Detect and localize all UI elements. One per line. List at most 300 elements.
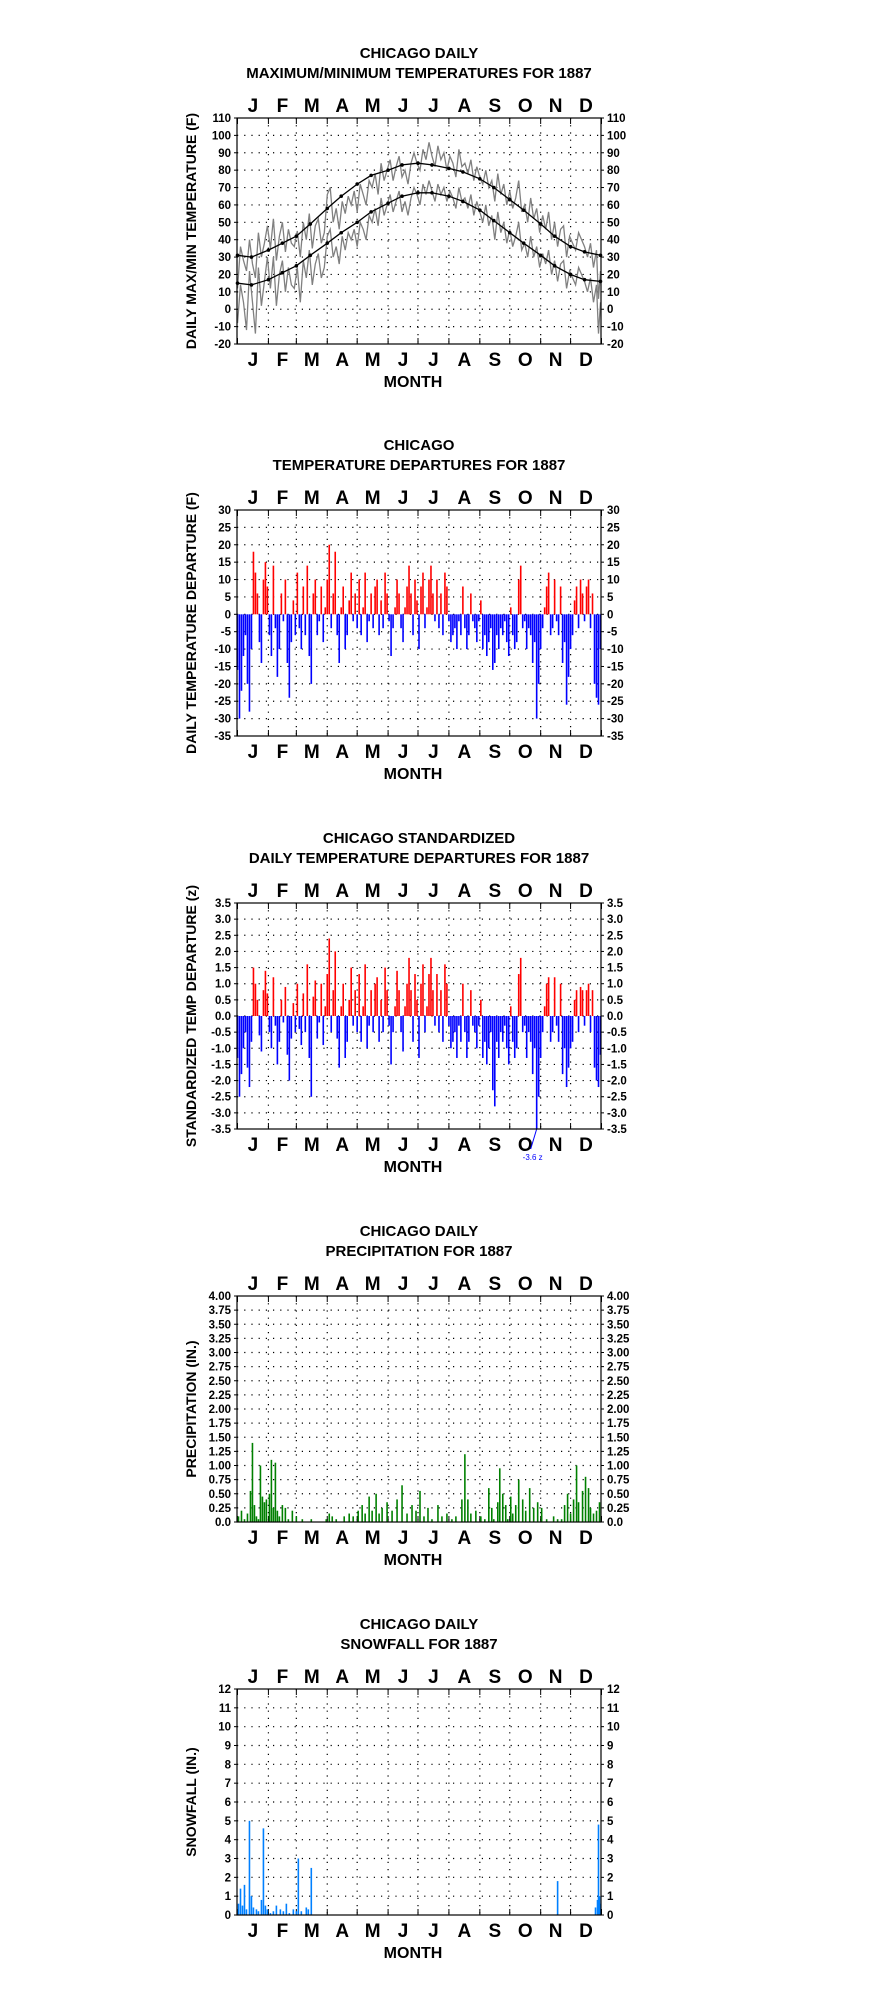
y-tick-label-right: 70 [607, 182, 620, 195]
month-label-top: O [517, 488, 533, 509]
y-tick-label-right: -5 [607, 626, 618, 639]
y-tick-label-left: 1.75 [208, 1418, 231, 1431]
y-tick-label-right: 20 [607, 539, 620, 552]
y-tick-label-left: 100 [211, 130, 231, 143]
normal-marker [250, 255, 254, 259]
month-label-top: M [364, 96, 381, 117]
x-axis-label: MONTH [383, 766, 443, 783]
normal-marker [447, 167, 451, 171]
month-label-top: M [303, 1667, 320, 1688]
y-tick-label-left: 4.00 [208, 1291, 231, 1303]
month-label-top: M [364, 1667, 381, 1688]
y-tick-label-left: 0.0 [215, 1517, 231, 1529]
y-tick-label-right: 2.5 [607, 930, 623, 943]
normal-marker [478, 208, 482, 212]
month-label-top: J [247, 1274, 259, 1295]
month-label-top: N [548, 96, 563, 117]
month-label-bottom: J [247, 1921, 259, 1942]
normal-marker [508, 198, 512, 202]
normal-marker [267, 248, 271, 252]
normal-marker [400, 163, 404, 167]
month-label-top: J [247, 1667, 259, 1688]
y-tick-label-left: 70 [218, 182, 231, 195]
normal-marker [416, 161, 420, 165]
month-label-top: S [488, 488, 502, 509]
month-label-bottom: J [397, 742, 409, 763]
y-tick-label-right: 6 [607, 1797, 614, 1809]
normal-marker [339, 194, 343, 198]
y-tick-label-left: 11 [218, 1702, 231, 1715]
month-label-bottom: J [247, 742, 259, 763]
month-label-bottom: S [488, 1528, 502, 1549]
y-tick-label-left: 0.0 [215, 1011, 231, 1023]
y-tick-label-right: 15 [607, 557, 620, 570]
month-label-top: D [579, 1667, 593, 1688]
month-label-top: F [276, 96, 289, 117]
month-label-bottom: M [303, 742, 320, 763]
standardized-chart [183, 830, 627, 1176]
y-tick-label-right: 9 [607, 1740, 614, 1753]
y-tick-label-left: 7 [224, 1778, 231, 1791]
y-tick-label-right: -3.5 [607, 1124, 627, 1136]
month-label-bottom: J [397, 350, 409, 371]
y-tick-label-left: -2.5 [211, 1091, 231, 1104]
y-tick-label-left: -10 [214, 321, 231, 334]
month-label-bottom: S [488, 1135, 502, 1156]
y-tick-label-left: 0.50 [208, 1488, 231, 1501]
y-tick-label-right: 2.00 [607, 1404, 630, 1416]
month-label-top: F [276, 881, 289, 902]
y-tick-label-right: 4 [607, 1834, 614, 1847]
normal-marker [308, 222, 312, 226]
month-label-top: J [428, 1274, 439, 1295]
month-label-bottom: F [276, 350, 289, 371]
y-tick-label-left: 0.25 [208, 1502, 231, 1515]
y-tick-label-left: 2.0 [215, 946, 231, 959]
normal-marker [539, 222, 543, 226]
month-label-bottom: D [579, 742, 593, 763]
month-label-bottom: A [457, 742, 472, 763]
month-label-bottom: J [247, 1135, 259, 1156]
normal-marker [430, 191, 434, 195]
month-label-top: J [428, 1667, 439, 1688]
y-tick-label-right: -20 [607, 339, 624, 351]
y-tick-label-left: -2.0 [211, 1075, 231, 1088]
month-label-top: J [397, 881, 409, 902]
y-tick-label-right: 0.0 [607, 1517, 623, 1529]
normal-marker [492, 219, 496, 223]
month-label-bottom: A [335, 350, 350, 371]
month-label-top: J [397, 96, 409, 117]
chart-title-line: TEMPERATURE DEPARTURES FOR 1887 [272, 457, 566, 474]
month-label-bottom: A [457, 1528, 472, 1549]
y-tick-label-right: 40 [607, 234, 620, 247]
y-tick-label-right: 5 [607, 1815, 614, 1828]
y-tick-label-right: 60 [607, 199, 620, 212]
y-tick-label-left: -10 [214, 644, 231, 657]
month-label-top: J [428, 488, 439, 509]
normal-marker [508, 231, 512, 235]
month-label-top: J [247, 96, 259, 117]
month-label-bottom: A [335, 1528, 350, 1549]
y-tick-label-left: 9 [224, 1740, 231, 1753]
chart-title-line: DAILY TEMPERATURE DEPARTURES FOR 1887 [248, 850, 590, 867]
normal-marker [569, 245, 573, 249]
y-tick-label-right: 11 [607, 1702, 620, 1715]
chart-title-line: PRECIPITATION FOR 1887 [325, 1243, 513, 1260]
normal-marker [295, 234, 299, 238]
y-tick-label-left: 0 [224, 304, 231, 317]
y-tick-label-left: 40 [218, 234, 231, 247]
month-label-bottom: A [457, 350, 472, 371]
y-tick-label-right: 3.5 [607, 898, 623, 910]
y-tick-label-left: 60 [218, 199, 231, 212]
normal-marker [369, 210, 373, 214]
y-tick-label-right: -2.0 [607, 1075, 627, 1088]
y-tick-label-left: 25 [218, 522, 231, 535]
month-label-bottom: F [276, 742, 289, 763]
month-label-top: A [335, 96, 350, 117]
y-tick-label-left: 1 [224, 1891, 231, 1904]
month-label-top: A [457, 881, 472, 902]
month-label-top: N [548, 1667, 563, 1688]
month-label-top: J [428, 96, 439, 117]
y-tick-label-right: 2 [607, 1872, 614, 1885]
month-label-bottom: D [579, 350, 593, 371]
y-tick-label-right: 80 [607, 165, 620, 178]
month-label-top: J [247, 881, 259, 902]
month-label-bottom: D [579, 1135, 593, 1156]
y-tick-label-left: 3.0 [215, 914, 231, 927]
y-tick-label-left: 3.25 [208, 1333, 231, 1346]
month-label-bottom: A [335, 1135, 350, 1156]
month-label-bottom: J [428, 1528, 439, 1549]
y-tick-label-right: -1.5 [607, 1059, 627, 1072]
month-label-top: A [335, 881, 350, 902]
month-label-bottom: O [517, 350, 533, 371]
month-label-bottom: O [517, 1528, 533, 1549]
y-tick-label-left: 20 [218, 269, 231, 282]
month-label-top: J [397, 488, 409, 509]
normal-marker [539, 254, 543, 258]
y-tick-label-right: -0.5 [607, 1027, 627, 1040]
normal-marker [430, 163, 434, 167]
chart-title-line: CHICAGO DAILY [359, 45, 479, 62]
y-tick-label-left: -35 [214, 731, 231, 743]
month-label-top: D [579, 96, 593, 117]
chart-title-line: CHICAGO [383, 437, 455, 454]
y-axis-label: PRECIPITATION (IN.) [183, 1340, 199, 1478]
y-tick-label-right: 2.0 [607, 946, 623, 959]
month-label-bottom: O [517, 1135, 533, 1156]
y-tick-label-right: -35 [607, 731, 624, 743]
month-label-top: M [303, 1274, 320, 1295]
temps-chart [183, 45, 626, 391]
y-tick-label-right: 0.0 [607, 1011, 623, 1023]
y-tick-label-right: 2.75 [607, 1361, 630, 1374]
month-label-top: F [276, 1667, 289, 1688]
y-tick-label-right: 20 [607, 269, 620, 282]
y-tick-label-left: -1.5 [211, 1059, 231, 1072]
y-tick-label-left: 0.75 [208, 1474, 231, 1487]
y-tick-label-right: -2.5 [607, 1091, 627, 1104]
month-label-top: M [364, 1274, 381, 1295]
month-label-top: M [303, 488, 320, 509]
normal-marker [339, 231, 343, 235]
month-label-bottom: J [428, 742, 439, 763]
month-label-bottom: F [276, 1135, 289, 1156]
month-label-bottom: M [303, 1528, 320, 1549]
month-label-bottom: N [548, 350, 563, 371]
y-tick-label-left: 1.00 [208, 1460, 231, 1473]
month-label-top: M [364, 881, 381, 902]
month-label-bottom: J [247, 350, 259, 371]
month-label-bottom: N [548, 742, 563, 763]
departures-chart [183, 437, 624, 783]
y-tick-label-left: 110 [212, 113, 231, 125]
month-label-bottom: A [335, 742, 350, 763]
y-tick-label-right: -1.0 [607, 1043, 627, 1056]
y-tick-label-left: -20 [214, 339, 231, 351]
y-tick-label-left: 2.00 [208, 1404, 231, 1416]
y-axis-label: DAILY MAX/MIN TEMPERATURE (F) [183, 112, 199, 350]
normal-marker [553, 264, 557, 268]
y-tick-label-left: 3 [224, 1853, 231, 1866]
y-tick-label-left: 2.75 [208, 1361, 231, 1374]
chart-title-line: CHICAGO DAILY [359, 1223, 479, 1240]
y-tick-label-left: 3.00 [208, 1347, 231, 1360]
month-label-bottom: J [397, 1135, 409, 1156]
y-tick-label-right: 7 [607, 1778, 614, 1791]
y-tick-label-right: 5 [607, 591, 614, 604]
normal-marker [461, 200, 465, 204]
y-tick-label-right: 0.75 [607, 1474, 630, 1487]
y-tick-label-right: -30 [607, 713, 624, 726]
y-tick-label-right: 25 [607, 522, 620, 535]
y-tick-label-right: 30 [607, 252, 620, 265]
y-tick-label-right: 3.00 [607, 1347, 630, 1360]
x-axis-label: MONTH [383, 1552, 443, 1569]
normal-marker [250, 283, 254, 287]
month-label-bottom: J [247, 1528, 259, 1549]
month-label-bottom: M [303, 1921, 320, 1942]
data-marks [238, 1821, 600, 1915]
y-tick-label-left: 1.0 [215, 978, 231, 991]
y-tick-label-right: 4.00 [607, 1291, 630, 1303]
data-marks [236, 142, 603, 333]
y-tick-label-left: 1.5 [215, 962, 231, 975]
plot-frame [237, 118, 601, 344]
y-tick-label-right: 0.25 [607, 1502, 630, 1515]
y-tick-label-right: 0 [607, 304, 614, 317]
normal-marker [583, 278, 587, 282]
month-label-bottom: M [303, 350, 320, 371]
y-tick-label-left: 10 [218, 574, 231, 587]
month-label-top: J [247, 488, 259, 509]
y-tick-label-left: 4 [224, 1834, 231, 1847]
y-tick-label-right: 3.25 [607, 1333, 630, 1346]
x-axis-label: MONTH [383, 374, 443, 391]
normal-marker [295, 264, 299, 268]
month-label-bottom: O [517, 1921, 533, 1942]
y-tick-label-right: 100 [607, 130, 627, 143]
month-label-bottom: N [548, 1135, 563, 1156]
y-tick-label-right: -20 [607, 678, 624, 691]
month-label-bottom: F [276, 1921, 289, 1942]
normal-marker [267, 278, 271, 282]
y-tick-label-right: 0.5 [607, 994, 623, 1007]
month-label-top: D [579, 881, 593, 902]
month-label-bottom: J [428, 1921, 439, 1942]
y-tick-label-left: 10 [218, 286, 231, 299]
y-tick-label-right: 10 [607, 286, 620, 299]
y-tick-label-left: 8 [224, 1759, 231, 1772]
month-label-bottom: M [364, 1135, 381, 1156]
normal-marker [369, 174, 373, 178]
month-label-top: J [397, 1274, 409, 1295]
y-tick-label-left: 1.50 [208, 1432, 231, 1445]
y-tick-label-right: 10 [607, 574, 620, 587]
y-tick-label-left: 2.50 [208, 1375, 231, 1388]
month-label-bottom: F [276, 1528, 289, 1549]
month-label-bottom: J [397, 1528, 409, 1549]
y-tick-label-left: -0.5 [211, 1027, 231, 1040]
month-label-top: S [488, 1274, 502, 1295]
y-tick-label-left: 20 [218, 539, 231, 552]
y-tick-label-left: 5 [224, 1815, 231, 1828]
normal-marker [447, 194, 451, 198]
y-tick-label-left: 30 [218, 505, 231, 517]
month-label-top: S [488, 1667, 502, 1688]
y-tick-label-right: 2.50 [607, 1375, 630, 1388]
month-label-top: M [364, 488, 381, 509]
y-tick-label-right: 3.75 [607, 1305, 630, 1318]
chart-title-line: CHICAGO STANDARDIZED [322, 830, 516, 847]
plot-frame [237, 1296, 601, 1522]
month-label-bottom: A [457, 1135, 472, 1156]
month-label-bottom: J [397, 1921, 409, 1942]
month-label-bottom: S [488, 742, 502, 763]
y-tick-label-left: 2 [224, 1872, 231, 1885]
chart-title-line: CHICAGO DAILY [359, 1616, 479, 1633]
y-tick-label-left: 0 [224, 1910, 231, 1922]
x-axis-label: MONTH [383, 1159, 443, 1176]
y-axis-label: DAILY TEMPERATURE DEPARTURE (F) [183, 492, 199, 754]
month-label-bottom: M [364, 1921, 381, 1942]
month-label-top: A [457, 1667, 472, 1688]
y-tick-label-right: -10 [607, 644, 624, 657]
month-label-bottom: J [428, 1135, 439, 1156]
month-label-bottom: A [335, 1921, 350, 1942]
normal-marker [492, 186, 496, 190]
normal-marker [325, 241, 329, 245]
month-label-top: O [517, 96, 533, 117]
y-tick-label-left: 30 [218, 252, 231, 265]
y-tick-label-left: 3.5 [215, 898, 231, 910]
month-label-top: M [303, 881, 320, 902]
month-label-bottom: D [579, 1921, 593, 1942]
normal-marker [325, 207, 329, 211]
y-tick-label-right: 1.25 [607, 1446, 630, 1459]
month-label-top: O [517, 881, 533, 902]
normal-marker [308, 254, 312, 258]
y-tick-label-right: 10 [607, 1721, 620, 1734]
month-label-bottom: M [364, 1528, 381, 1549]
y-axis-label: STANDARDIZED TEMP DEPARTURE (z) [183, 884, 199, 1148]
month-label-top: A [457, 1274, 472, 1295]
y-tick-label-right: 1.75 [607, 1418, 630, 1431]
month-label-top: A [457, 96, 472, 117]
y-tick-label-left: -25 [214, 696, 231, 709]
y-tick-label-right: 1.5 [607, 962, 623, 975]
y-tick-label-right: 1.50 [607, 1432, 630, 1445]
annotation-label: -3.6 z [522, 1153, 543, 1162]
y-tick-label-right: 110 [607, 113, 626, 125]
y-tick-label-right: 0 [607, 609, 614, 622]
y-tick-label-left: -5 [220, 626, 231, 639]
month-label-top: D [579, 1274, 593, 1295]
normal-marker [522, 208, 526, 212]
month-label-bottom: D [579, 1528, 593, 1549]
y-tick-label-left: -15 [214, 661, 231, 674]
y-tick-label-left: 3.75 [208, 1305, 231, 1318]
month-label-top: F [276, 1274, 289, 1295]
month-label-top: S [488, 96, 502, 117]
y-tick-label-left: 12 [218, 1684, 231, 1696]
month-label-top: O [517, 1274, 533, 1295]
y-tick-label-right: 3 [607, 1853, 614, 1866]
y-tick-label-left: -20 [214, 678, 231, 691]
y-tick-label-right: -3.0 [607, 1107, 627, 1120]
month-label-bottom: S [488, 1921, 502, 1942]
y-tick-label-left: 3.50 [208, 1319, 231, 1332]
y-tick-label-left: -30 [214, 713, 231, 726]
y-tick-label-right: -15 [607, 661, 624, 674]
month-label-top: A [335, 1667, 350, 1688]
y-tick-label-left: 10 [218, 1721, 231, 1734]
normal-marker [355, 221, 359, 225]
plot-frame [237, 1689, 601, 1915]
month-label-top: J [397, 1667, 409, 1688]
y-axis-label: SNOWFALL (IN.) [183, 1747, 199, 1857]
normal-marker [522, 241, 526, 245]
y-tick-label-right: 50 [607, 217, 620, 230]
y-tick-label-right: 90 [607, 147, 620, 160]
data-marks [237, 545, 600, 719]
y-tick-label-right: 0.50 [607, 1488, 630, 1501]
y-tick-label-right: 8 [607, 1759, 614, 1772]
daily-max-line [238, 142, 601, 298]
snow-chart [183, 1616, 620, 1962]
normal-marker [400, 194, 404, 198]
month-label-bottom: A [457, 1921, 472, 1942]
y-tick-label-right: 12 [607, 1684, 620, 1696]
y-tick-label-left: -3.5 [211, 1124, 231, 1136]
normal-marker [386, 168, 390, 172]
month-label-top: N [548, 881, 563, 902]
y-tick-label-left: -1.0 [211, 1043, 231, 1056]
data-marks [238, 1443, 599, 1522]
y-tick-label-right: 1 [607, 1891, 614, 1904]
chart-title-line: MAXIMUM/MINIMUM TEMPERATURES FOR 1887 [246, 65, 592, 82]
y-tick-label-right: 1.0 [607, 978, 623, 991]
normal-marker [355, 182, 359, 186]
month-label-bottom: O [517, 742, 533, 763]
month-label-top: J [428, 881, 439, 902]
y-tick-label-left: 2.5 [215, 930, 231, 943]
y-tick-label-left: 50 [218, 217, 231, 230]
gridlines [237, 1689, 601, 1915]
